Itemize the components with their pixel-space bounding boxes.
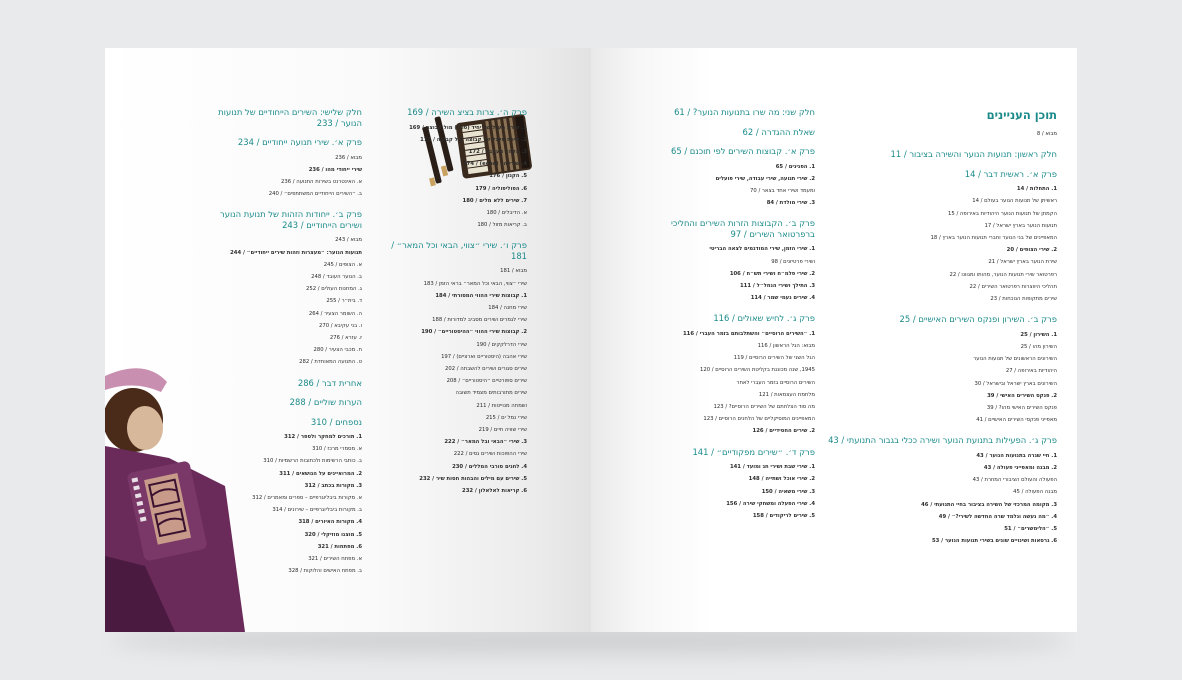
toc-entry: שירת הנוער בארץ ישראל / 21 <box>988 259 1057 266</box>
toc-entry: 5. הקנון / 176 <box>489 173 527 180</box>
toc-entry: הפעולה והעולם הציבורי המוזרת / 43 <box>972 477 1057 484</box>
toc-entry: 1. התחלות / 14 <box>1016 186 1057 193</box>
toc-entry: 6. גרסאות ושינויים שונים בשירי תנועות הנוער / 53 <box>931 538 1057 545</box>
toc-entry: מה סוד הצלחתם של השירים הרוסיים? / 123 <box>713 404 815 411</box>
toc-column-left-outer <box>217 98 362 577</box>
toc-section-heading: פרק ג׳. הפעילות בתנועת הנוער ושירה ככלי בגבור התנועתי / 43 <box>828 435 1057 446</box>
toc-section-heading: פרק ב׳. השירון ופנקס השירים האישיים / 25 <box>899 314 1057 325</box>
toc-entry: 5. שירים לריקודים / 158 <box>752 512 815 519</box>
toc-section-heading: פרק א׳. שירי תנועה ייחודיים / 234 <box>237 137 362 147</box>
toc-entry: הקמתן של תנועות הנוער היהודיות באירופה / 15 <box>948 210 1057 217</box>
toc-entry: 4. שירי הד (echo) / 174 <box>463 161 527 168</box>
toc-entry: 3. שירי משאיה / 150 <box>761 488 815 495</box>
toc-entry: ב. ״השירים הייחודיים המשתתפים״ / 240 <box>268 191 362 198</box>
toc-entry: 6. הפוליפוליה / 179 <box>475 185 527 192</box>
toc-entry: רפרטואר שירי תנועות הנוער, מהותו ומגוונו / 22 <box>949 271 1057 278</box>
toc-entry: מאפייני פנקסי השירים האישיים / 41 <box>976 417 1057 424</box>
toc-entry: 3. שירי ״הבאי ובל המאר״ / 222 <box>444 439 527 446</box>
toc-section-heading: חלק ראשון: תנועות הנוער והשירה בציבור / 11 <box>890 149 1057 160</box>
toc-column-right-outer <box>827 104 1057 547</box>
toc-entry: א. מקורות ביבליוגרפיים – ספרים ומאמרים / 312 <box>252 495 362 502</box>
toc-entry: היהודיות באירופה / 27 <box>1005 368 1057 375</box>
toc-entry: שירים מתורבותים מצמיד תשובה <box>455 390 527 397</box>
toc-entry: 4. לחנים סורבי המללים / 230 <box>452 463 527 470</box>
toc-section-heading: פרק ו׳. שירי ״צווי, הבאי וכל המאר״ / 181 <box>391 240 527 261</box>
toc-entry: 2. המרואיינים על הנושאים / 311 <box>279 470 362 477</box>
toc-entry: ב. קריאות מזול / 180 <box>477 222 527 229</box>
toc-entry: 3. שירי מולדת / 84 <box>766 200 815 207</box>
toc-entry: א. האינטרנט בשירות התנועה / 236 <box>280 178 362 185</box>
toc-entry: מבנה הפעולה / 45 <box>1013 489 1057 496</box>
toc-section-heading: פרק א׳. קבוצות השירים לפי תוכנם / 65 <box>670 146 815 156</box>
toc-entry: המאפיינים של בני הנוער וחברי תנועות הנוער בארץ / 18 <box>930 235 1057 242</box>
toc-entry: 1. הפנינים / 65 <box>775 163 815 170</box>
toc-entry: השירונים הראשונים של תנועות הנוער <box>973 356 1057 363</box>
toc-entry: ומעמד ושירי אחד בצאר / 70 <box>750 187 815 194</box>
toc-entry: פנקס השירים האישי מהו? / 39 <box>986 404 1057 411</box>
toc-title: תוכן העניינים <box>986 108 1057 122</box>
toc-section-heading: פרק ה׳. צרות בציצ השירה / 169 <box>407 107 527 117</box>
toc-section-heading: פרק ב׳. ייחודות הזהות של תנועת הנוער ושירים הייחודיים / 243 <box>220 209 362 230</box>
toc-entry: שירי מחנה / 184 <box>488 304 527 311</box>
toc-section-heading: אחרית דבר / 286 <box>297 377 362 388</box>
toc-section-heading: פרק ב׳. הקבוצות הזרות השירים והחליכי ברפרטואר השירים / 97 <box>671 218 815 239</box>
toc-section-heading: פרק ג׳. לחיש שאולים / 116 <box>713 313 815 324</box>
toc-entry: שירי שוויה חיים / 219 <box>478 426 527 433</box>
toc-entry: ז. עזרא / 276 <box>329 334 362 341</box>
toc-entry: א. מסמרי מרכז / 310 <box>312 446 362 453</box>
toc-entry: 1. קבוצות שירי ההווי המסורתי / 184 <box>435 292 527 299</box>
toc-entry: 2. שירת מעגל של קבוצה מול קבוצה / 172 <box>420 136 527 143</box>
toc-entry: 2. מבנה ומאפייני פעולה / 43 <box>983 465 1057 472</box>
toc-entry: 4. מקורות האיורים / 318 <box>298 519 362 526</box>
toc-entry: שירי ״צווי, הבאי וכל המאר״ בראי הזמן / 183 <box>423 280 527 287</box>
toc-entry: שירי אהבה (היסטוריים וארציים) / 197 <box>441 353 527 360</box>
toc-entry: מבוא / 236 <box>335 154 362 161</box>
toc-entry: השירונים בארץ ישראל ובישראל / 30 <box>974 380 1057 387</box>
toc-entry: תהליכי היווצרות רפרטואר השירים / 22 <box>969 283 1057 290</box>
toc-section-heading: פרק ד׳. ״שירים מפקודיים״ / 141 <box>692 446 815 457</box>
toc-entry: 2. קבוצות שירי ההווי ״ההיסטוריים״ / 190 <box>421 329 527 336</box>
toc-section-heading: חלק שני: מה שרו בתנועות הנוער? / 61 <box>674 107 815 117</box>
toc-entry: 2. פנקס השירים האישי / 39 <box>987 392 1057 399</box>
toc-section-heading: פרק א׳. ראשית דבר / 14 <box>964 168 1057 179</box>
toc-entry: 4. שירי הפעלה ומשחקי שירה / 156 <box>726 500 815 507</box>
toc-entry: שירים ספורטיים ״היסטוריים״ / 208 <box>446 378 527 385</box>
toc-entry: 4. שירים נעמי שמר / 114 <box>750 295 815 302</box>
toc-entry: 5. שירים עם מילים והבהות חסות שיר / 232 <box>419 475 527 482</box>
toc-entry: 2. שירי אוכל ושתייה / 148 <box>748 476 815 483</box>
toc-entry: 3. הקהל העקבע / 172 <box>468 148 527 155</box>
toc-entry: 2. שירים החסידיים / 126 <box>752 428 815 435</box>
toc-entry: 5. מוצנו מוזיקלי / 320 <box>304 531 362 538</box>
toc-entry: 1. השירון / 25 <box>1020 331 1057 338</box>
toc-entry: ב. מפתח האישים והלוקות / 328 <box>288 568 362 575</box>
toc-section-heading: נספחים / 310 <box>310 416 362 427</box>
toc-section-heading: הערות שוליים / 288 <box>289 397 362 408</box>
toc-entry: ו. בני עקיבא / 270 <box>318 322 362 329</box>
toc-entry: שירי לגמרים ושירים מסביב למדורות / 188 <box>432 317 527 324</box>
toc-entry: הגל השני של השירים הרוסיים / 119 <box>733 355 815 362</box>
toc-entry: 2. שירי תנועה, שירי עבודה, שירי פועלים <box>715 175 815 182</box>
toc-entry: מבוא: הגל הראשון / 116 <box>757 343 815 350</box>
toc-entry: שירים מתקופות הנוכחות / 23 <box>990 296 1057 303</box>
toc-entry: ג. המחנות העולים / 252 <box>305 286 362 293</box>
toc-section-heading: חלק שלישי: השירים הייחודיים של תנועות הנוער / 233 <box>218 107 362 128</box>
toc-entry: תנועות הנוער בארץ ישראל / 17 <box>984 222 1057 229</box>
toc-entry: ב. הנוער העובד / 248 <box>311 273 362 280</box>
toc-entry: 1. ״השירים הרוסיים״ והשתלבותם בזמר העברי / 116 <box>682 330 815 337</box>
toc-column-left-inner <box>377 98 527 497</box>
toc-entry: ב. מקורות ביבליוגרפיים – שירונים / 314 <box>272 507 362 514</box>
toc-entry: שירי ייחודי מהו / 236 <box>308 166 362 173</box>
toc-entry: 1. תורכים למחקר ולספר / 312 <box>284 434 362 441</box>
toc-entry: שירי ההפוכות ושירים גסים / 222 <box>453 451 527 458</box>
toc-entry: 6. קריאות לאלאלון / 232 <box>462 487 527 494</box>
toc-entry: 6. מפתחות / 321 <box>317 543 362 550</box>
toc-entry: ראשיתן של תנועות הנוער בעולם / 14 <box>972 198 1057 205</box>
toc-entry: 2. שירי פלמ״ח ושירי תש״ח / 106 <box>729 270 815 277</box>
toc-entry: ב. כותבי הרשימות ולכתובות הרשמיות / 310 <box>263 458 362 465</box>
toc-entry: מבוא / 8 <box>1036 131 1057 137</box>
left-page <box>105 48 591 632</box>
toc-entry: ט. התנועה המאוחדת / 282 <box>299 359 362 366</box>
toc-entry: מבוא / 243 <box>335 237 362 244</box>
toc-entry: ושירי פרטיזנים / 98 <box>771 258 815 265</box>
toc-entry: 3. התילך ושירי הנחל״ל / 111 <box>740 282 815 289</box>
toc-entry: מלחמת העצמאות / 121 <box>758 391 815 398</box>
toc-entry: 3. מקורות בכתב / 312 <box>304 482 362 489</box>
toc-entry: 2. שירי הצופים / 20 <box>1006 247 1057 254</box>
toc-entry: המאפיינים המוסיקליים של הלחנים הרוסיים / 123 <box>703 416 815 423</box>
toc-entry: א. הצופים / 245 <box>323 261 362 268</box>
toc-entry: 3. מקומה המרכזי של השירה בציבור בחיי התנועתי / 46 <box>921 501 1057 508</box>
toc-entry: ה. השומר הצעיר / 264 <box>308 310 362 317</box>
toc-entry: השירון מהו / 25 <box>1020 343 1057 350</box>
toc-entry: מבוא / 181 <box>500 268 527 275</box>
toc-entry: השירים הרוסיים בזמר העברי לאחר <box>736 379 815 386</box>
toc-entry: 1. שירי שבת ושירי חג ומועד / 141 <box>729 464 815 471</box>
right-page <box>591 48 1077 632</box>
toc-entry: א. מפתח השירים / 321 <box>308 556 362 563</box>
toc-entry: ח. מכבי הצעיר / 280 <box>313 347 362 354</box>
toc-entry: א. הדיבלים / 180 <box>486 209 527 216</box>
toc-entry: תנועות הנוער: ״מעצרות וזהות שירים ייחודיים״ / 244 <box>230 249 362 256</box>
toc-entry: שירים סגורים ושירים להשבתה / 202 <box>444 365 527 372</box>
toc-entry: 5. ״הלימשרים״ / 51 <box>1004 526 1057 533</box>
toc-entry: 4. ״מה נעשה ונלמד שרה החדשה לשירי?״ / 49 <box>938 513 1057 520</box>
toc-entry: שירי הדרלקקים / 190 <box>476 341 527 348</box>
toc-entry: 7. שירים ללא מלים / 180 <box>462 197 527 204</box>
toc-entry: 1. חיי שגרה בתנועות הנוער / 43 <box>976 452 1057 459</box>
toc-entry: 1. שירת מעגל של יחיד (סולו) מול קבוצה / 169 <box>409 124 527 131</box>
toc-entry: 1. שירי הזמן, שירי המודגמים לצאה הבריטי <box>709 246 815 253</box>
toc-entry: ד. בית״ר / 255 <box>326 298 362 305</box>
toc-column-right-inner <box>665 98 815 522</box>
toc-entry: 1945, שנה מכוננת בקליטת השירים הרוסיים / 120 <box>700 367 815 374</box>
toc-section-heading: שאלת ההגדרה / 62 <box>742 126 815 137</box>
toc-entry: ושמחה מנוייטות / 211 <box>476 402 527 409</box>
toc-entry: שירי נמל ים / 215 <box>485 414 527 421</box>
